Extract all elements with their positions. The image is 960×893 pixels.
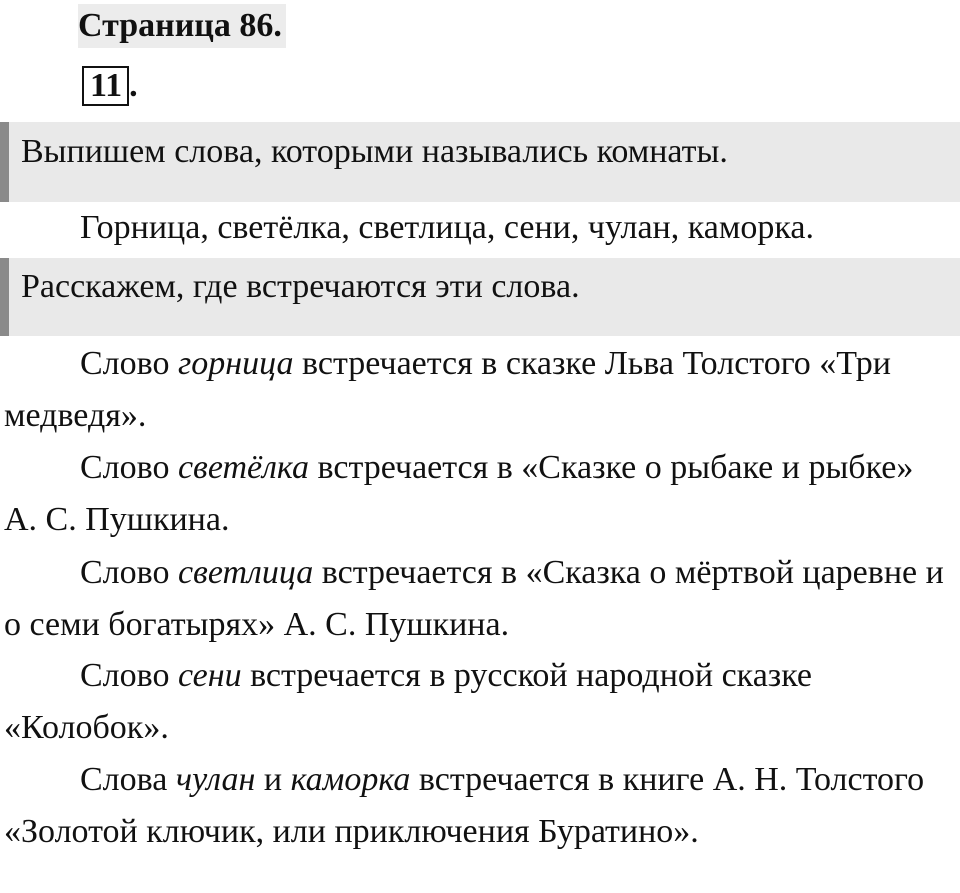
answer-paragraph	[4, 754, 954, 858]
highlighted-word: горница	[177, 345, 294, 382]
paragraph-text: Слово	[80, 345, 178, 382]
highlighted-word: светлица	[177, 554, 314, 591]
paragraph-text: и	[255, 761, 291, 798]
highlighted-word: светёлка	[177, 449, 309, 486]
answer-paragraph	[4, 547, 954, 651]
task-number-suffix: .	[129, 67, 138, 104]
answer-paragraph	[4, 650, 954, 754]
task-instruction-2: Расскажем, где встречаются эти слова.	[0, 258, 960, 336]
paragraph-text: встречается в «Сказка о мёртвой царевне и о семи богатырях» А. С. Пушкина.	[4, 554, 944, 643]
highlighted-word: чулан	[175, 761, 256, 798]
answer-paragraph	[4, 338, 954, 442]
paragraph-text: Слово	[80, 554, 178, 591]
paragraph-text: Слова	[80, 761, 176, 798]
paragraph-text: Слово	[80, 657, 178, 694]
highlighted-word: сени	[177, 657, 242, 694]
paragraph-text: Слово	[80, 449, 178, 486]
answer-words: Горница, светёлка, светлица, сени, чулан, каморка.	[80, 209, 814, 246]
highlighted-word: каморка	[290, 761, 411, 798]
paragraph-text: встречается в сказке Льва Толстого «Три медведя».	[4, 345, 891, 434]
paragraph-text: встречается в русской народной сказке «Колобок».	[4, 657, 812, 746]
task-number-box: 11	[82, 66, 129, 106]
page-title: Страница 86.	[78, 4, 286, 48]
paragraph-text: встречается в книге А. Н. Толстого «Золотой ключик, или приключения Буратино».	[4, 761, 925, 850]
answer-paragraph	[4, 442, 954, 546]
task-number	[82, 66, 138, 106]
paragraph-text: встречается в «Сказке о рыбаке и рыбке» А. С. Пушкина.	[4, 449, 914, 538]
task-instruction-1: Выпишем слова, которыми назывались комнаты.	[0, 122, 960, 202]
